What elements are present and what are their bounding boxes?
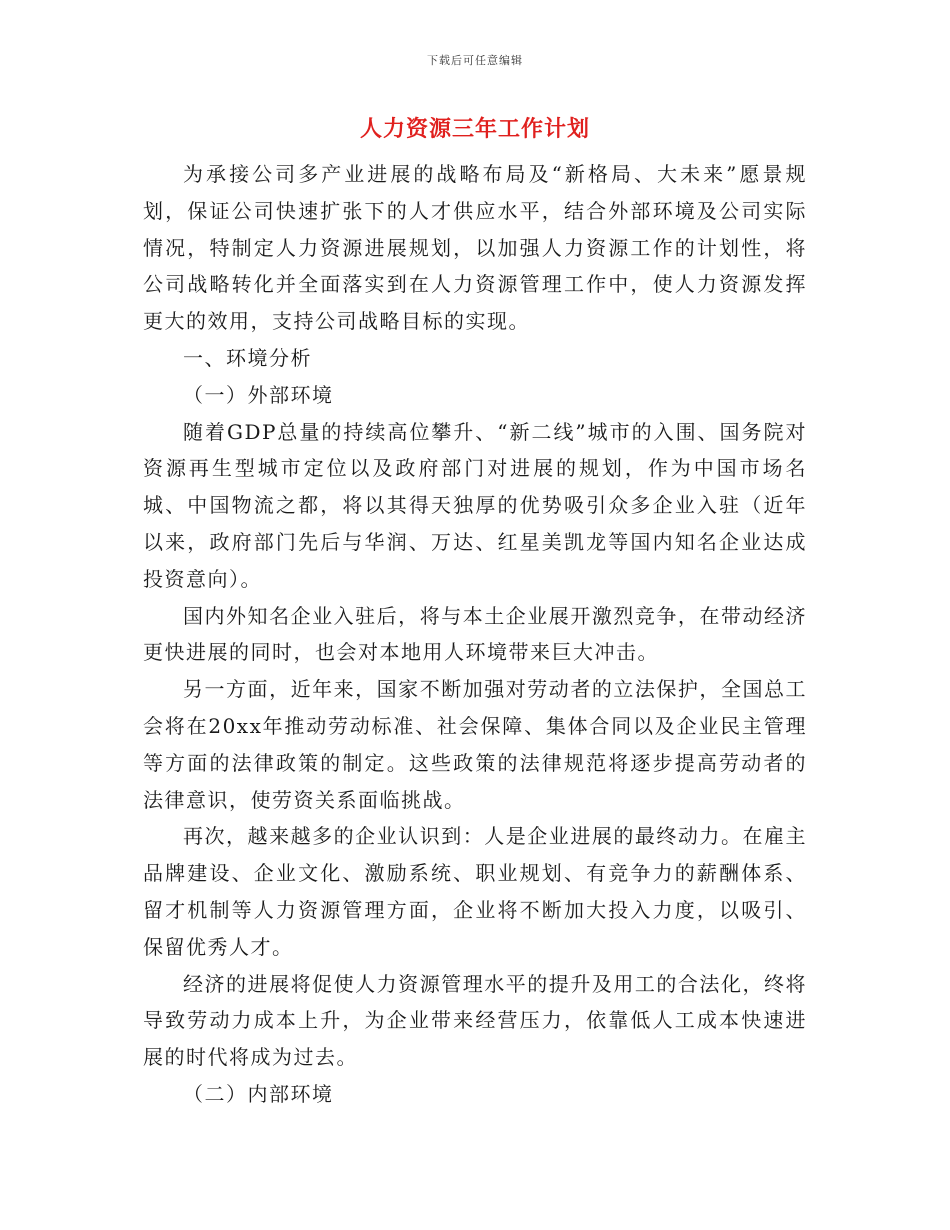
subsection-heading-internal: （二）内部环境 [183,1081,334,1106]
paragraph-legislation: 另一方面，近年来，国家不断加强对劳动者的立法保护，全国总工会将在20xx年推动劳动标准、社会保障、集体合同以及企业民主管理等方面的法律政策的制定。这些政策的法律规范将逐步提高劳动者的法律意识，使劳资关系面临挑战。 [143,677,807,812]
document-title: 人力资源三年工作计划 [359,116,590,142]
paragraph-talent: 再次，越来越多的企业认识到：人是企业进展的最终动力。在雇主品牌建设、企业文化、激励系统、职业规划、有竞争力的薪酬体系、留才机制等人力资源管理方面，企业将不断加大投入力度，以吸引、保留优秀人才。 [143,824,807,959]
page-header: 下载后可任意编辑 [427,54,523,67]
section-heading-environment: 一、环境分析 [183,345,312,370]
paragraph-gdp: 随着GDP总量的持续高位攀升、“新二线”城市的入围、国务院对资源再生型城市定位以及政府部门对进展的规划，作为中国市场名城、中国物流之都，将以其得天独厚的优势吸引众多企业入驻（近年以来，政府部门先后与华润、万达、红星美凯龙等国内知名企业达成投资意向）。 [143,419,807,591]
paragraph-competition: 国内外知名企业入驻后，将与本土企业展开激烈竞争，在带动经济更快进展的同时，也会对本地用人环境带来巨大冲击。 [143,603,807,665]
subsection-heading-external: （一）外部环境 [183,382,334,407]
paragraph-intro: 为承接公司多产业进展的战略布局及“新格局、大未来”愿景规划，保证公司快速扩张下的人才供应水平，结合外部环境及公司实际情况，特制定人力资源进展规划，以加强人力资源工作的计划性，将公司战略转化并全面落实到在人力资源管理工作中，使人力资源发挥更大的效用，支持公司战略目标的实现。 [143,162,807,334]
document-body [143,156,807,1113]
paragraph-cost: 经济的进展将促使人力资源管理水平的提升及用工的合法化，终将导致劳动力成本上升，为企业带来经营压力，依靠低人工成本快速进展的时代将成为过去。 [143,971,807,1070]
